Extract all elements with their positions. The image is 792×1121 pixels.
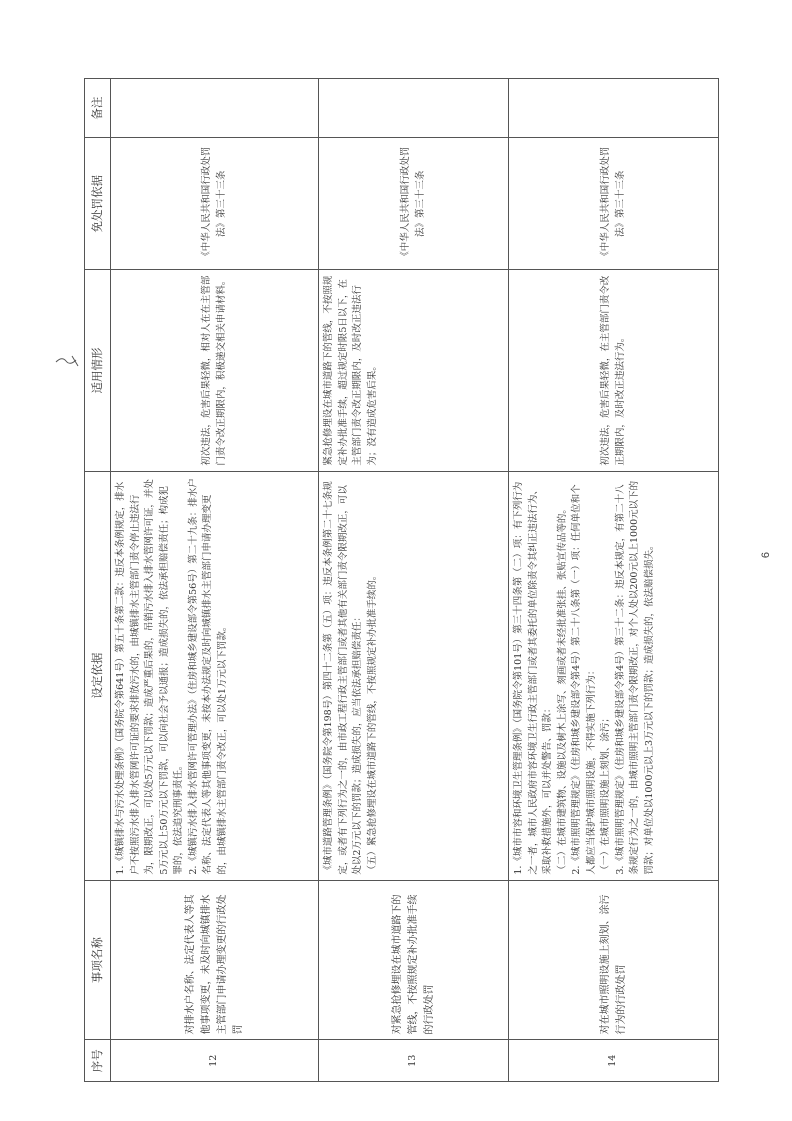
situation-cell: 紧急抢修埋设在城市道路下的管线，不按照规定补办批准手续，超过规定时限5日以下，在主管部门责令改正期限内，及时改正违法行为；没有造成危害后果。 <box>319 270 509 471</box>
item-name: 对紧急抢修埋设在城市道路下的管线，不按照规定补办批准手续的行政处罚 <box>319 880 509 1040</box>
row-number: 13 <box>319 1040 509 1082</box>
header-name: 事项名称 <box>85 880 111 1040</box>
exempt-basis-cell: 《中华人民共和国行政处罚法》第三十三条 <box>319 138 509 270</box>
header-basis: 设定依据 <box>85 471 111 880</box>
note-cell <box>319 79 509 138</box>
table-row <box>509 79 719 1082</box>
situation-cell: 初次违法，危害后果轻微，相对人在在主管部门责令改正期限内，积极递交相关申请材料。 <box>111 270 319 471</box>
basis-cell <box>509 471 719 880</box>
row-number: 14 <box>509 1040 719 1082</box>
header-exempt-basis: 免处罚依据 <box>85 138 111 270</box>
basis-paragraph: 2.《城镇污水排入排水管网许可管理办法》（住房和城乡建设部令第56号）第二十九条：排水户名称、法定代表人等其他事项变更，未按本办法规定及时向城镇排水主管部门申请办理变更的，由城镇排水主管部门责令改正，可以处1万元以下罚款。 <box>187 478 228 875</box>
table-row <box>319 79 509 1082</box>
item-name: 对在城市照明设施上刻划、涂污行为的行政处罚 <box>509 880 719 1040</box>
pen-mark <box>54 352 82 372</box>
basis-paragraph: 《城市道路管理条例》（国务院令第198号）第四十二条第（五）项：违反本条例第二十七条规定，或者有下列行为之一的，由市政工程行政主管部门或者其他有关部门责令限期改正，可以处以2万元以下的罚款；造成损失的，应当依法承担赔偿责任： <box>323 481 363 875</box>
header-note: 备注 <box>85 79 111 138</box>
basis-paragraph: （五）紧急抢修埋设在城市道路下的管线，不按照规定补办批准手续的。 <box>366 570 378 875</box>
exempt-basis-cell: 《中华人民共和国行政处罚法》第三十三条 <box>509 138 719 270</box>
header-no: 序号 <box>85 1040 111 1082</box>
page-number: 6 <box>760 551 773 559</box>
exempt-basis-cell: 《中华人民共和国行政处罚法》第三十三条 <box>111 138 319 270</box>
basis-cell <box>111 471 319 880</box>
situation-cell: 初次违法，危害后果轻微，在主管部门责令改正期限内，及时改正违法行为。 <box>509 270 719 471</box>
basis-paragraph: 3.《城市照明管理规定》（住房和城乡建设部令第4号）第三十二条：违反本规定，有第二十八条规定行为之一的，由城市照明主管部门责令限期改正，对个人处以200元以上1000元以下的罚款；对单位处以1000元以上3万元以下的罚款；造成损失的，依法赔偿损失。 <box>614 480 655 875</box>
table-header-row <box>85 79 111 1082</box>
item-name: 对排水户名称、法定代表人等其他事项变更，未及时向城镇排水主管部门申请办理变更的行政处罚 <box>111 880 319 1040</box>
note-cell <box>111 79 319 138</box>
basis-paragraph: 2.《城市照明管理规定》（住房和城乡建设部令第4号）第二十八条第（一）项：任何单位和个人都应当保护城市照明设施，不得实施下列行为： <box>571 484 597 875</box>
note-cell <box>509 79 719 138</box>
basis-paragraph: 1.《城镇排水与污水处理条例》（国务院令第641号）第五十条第二款：违反本条例规定，排水户不按照污水排入排水管网许可证的要求排放污水的，由城镇排水主管部门责令停止违法行为，限期改正，可以处5万元以下罚款；造成严重后果的，吊销污水排入排水管网许可证，并处5万元以上50万元以下罚款，可以向社会予以通报；造成损失的，依法承担赔偿责任；构成犯罪的，依法追究刑事责任。 <box>115 479 184 875</box>
rotated-table-wrapper <box>84 78 719 1082</box>
basis-paragraph: 1.《城市市容和环境卫生管理条例》（国务院令第101号）第三十四条第（二）项：有下列行为之一者，城市人民政府市容环境卫生行政主管部门或者其委托的单位除责令其纠正违法行为、采取补救措施外，可以并处警告、罚款： <box>513 481 553 875</box>
row-number: 12 <box>111 1040 319 1082</box>
basis-paragraph: （一）在城市照明设施上刻划、涂污； <box>600 713 611 875</box>
table-row <box>111 79 319 1082</box>
basis-cell <box>319 471 509 880</box>
penalty-exemption-table <box>84 78 719 1082</box>
basis-paragraph: （二）在城市建筑物、设施以及树木上涂写、刻画或者未经批准张挂、张贴宣传品等的。 <box>556 504 568 875</box>
header-situation: 适用情形 <box>85 270 111 471</box>
